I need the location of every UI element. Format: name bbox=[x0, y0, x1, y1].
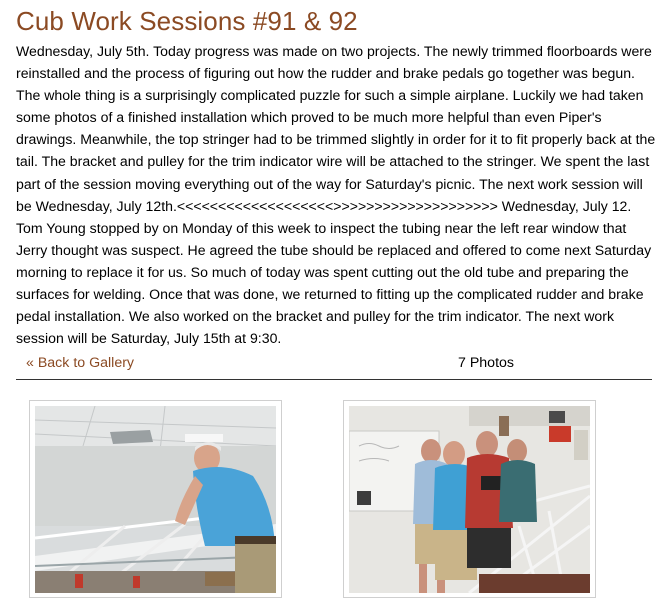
page-title: Cub Work Sessions #91 & 92 bbox=[16, 6, 358, 36]
photo-thumbnail-1[interactable] bbox=[29, 400, 282, 598]
gallery-nav-bar bbox=[16, 352, 652, 380]
photo-thumbnail-2[interactable] bbox=[343, 400, 596, 598]
photo-count: 7 Photos bbox=[458, 355, 515, 371]
photo-1-image bbox=[35, 406, 276, 593]
photo-2-image bbox=[349, 406, 590, 593]
session-description: Wednesday, July 5th. Today progress was made on two projects. The newly trimmed floorboards were reinstalled and the process of figuring out how the rudder and brake pedals go together was begun. The whole thing is a surprisingly complicated puzzle for such a simple airplane. Luckily we had taken some photos of a finished installation which proved to be much more helpful than even Piper's drawings. Meanwhile, the top stringer had to be trimmed slightly in order for it to fit properly back at the tail. The bracket and pulley for the trim indicator wire will be attached to the stringer. We spent the last part of the session moving everything out of the way for Saturday's picnic. The next work session will be Wednesday, July 12th.<<<<<<<<<<<<<<<<<<<>>>>>>>>>>>>>>>>>>>> Wednesday, July 12. Tom Young stopped by on Monday of this week to inspect the tubing near the left rear window that Jerry thought was suspect. He agreed the tube should be replaced and offered to come next Saturday morning to replace it for us. So much of today was spent cutting out the old tube and preparing the surfaces for welding. Once that was done, we returned to fitting up the complicated rudder and brake pedal installation. We also worked on the bracket and pulley for the trim indicator. The next work session will be Saturday, July 15th at 9:30. bbox=[16, 43, 656, 347]
back-to-gallery-link[interactable]: « Back to Gallery bbox=[26, 355, 135, 371]
